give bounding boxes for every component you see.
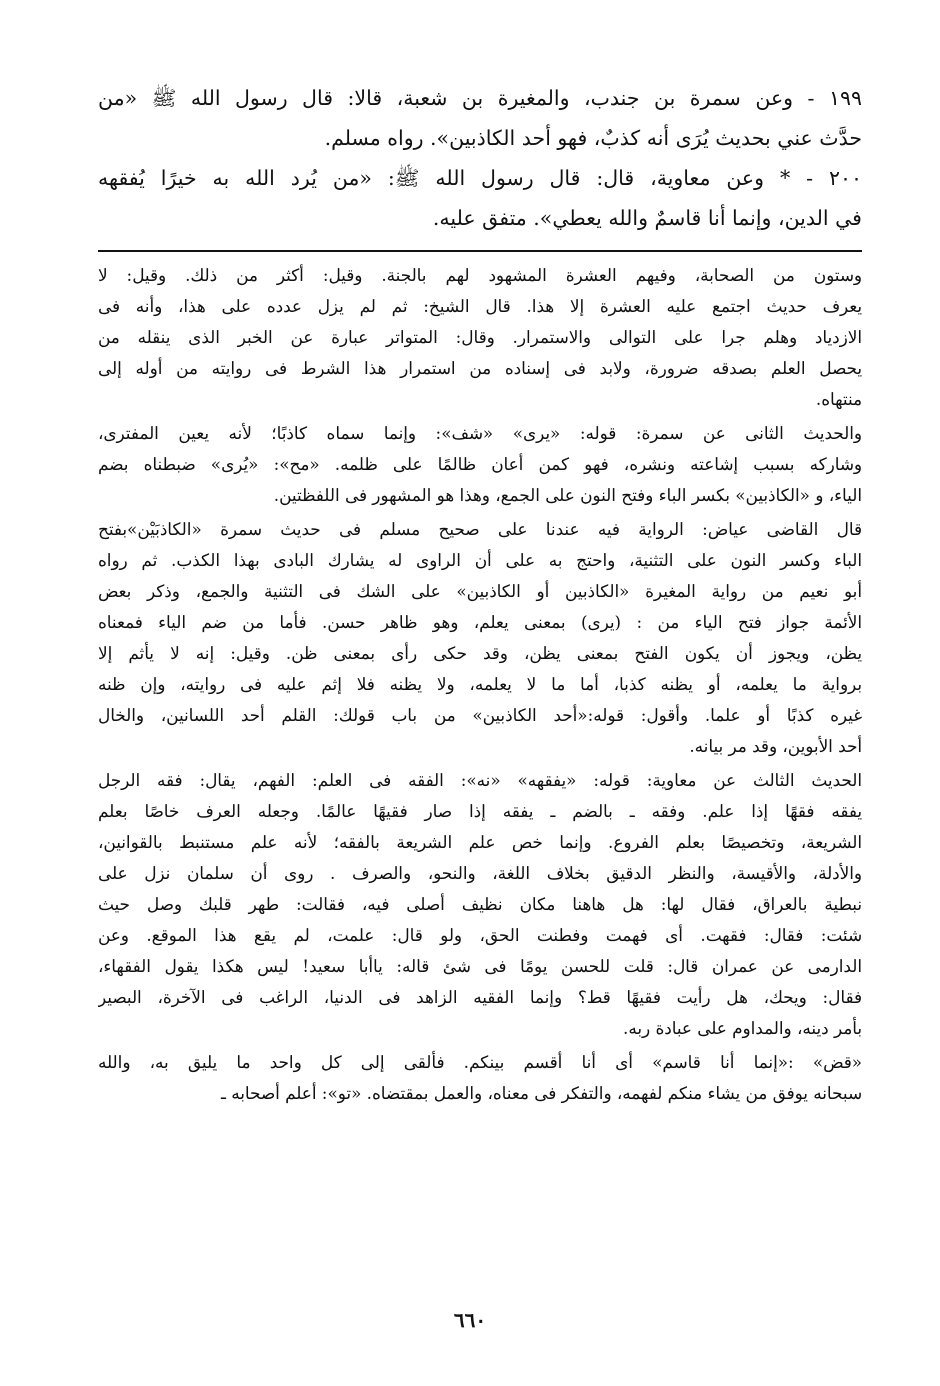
commentary-line: شئت: فقال: فقهت. أى فهمت وفطنت الحق، ولو قال: علمت، لم يقع هذا الموقع. وعن	[98, 925, 862, 945]
hadith-line: في الدين، وإنما أنا قاسمٌ والله يعطي». متفق عليه.	[432, 206, 862, 230]
commentary-paragraph	[98, 260, 862, 415]
commentary-line: «قض» :«إنما أنا قاسم» أى أنا أقسم بينكم. فألقى إلى كل واحد ما يليق به، والله	[98, 1052, 862, 1072]
hadith-line: ٢٠٠ - * وعن معاوية، قال: قال رسول الله ﷺ: «من يُرد الله به خيرًا يُفقهه	[98, 166, 862, 190]
commentary-line: أحد الأبوين، وقد مر بيانه.	[689, 736, 862, 756]
commentary-paragraph	[98, 514, 862, 762]
commentary-line: يظن، ويجوز أن يكون الفتح بمعنى يظن، وقد حكى رأى بمعنى ظن. وقيل: إنه لا يأثم إلا	[98, 643, 862, 663]
commentary-line: نبطية بالعراق، فقال لها: هل هاهنا مكان نظيف أصلى فيه، فقالت: طهر قلبك وصل حيث	[98, 894, 862, 914]
commentary-line: الحديث الثالث عن معاوية: قوله: «يفقهه» «نه»: الفقه فى العلم: الفهم، يقال: فقه الرجل	[98, 770, 862, 790]
commentary-paragraph	[98, 418, 862, 511]
commentary-line: بأمر دينه، والمداوم على عبادة ربه.	[623, 1018, 862, 1038]
commentary-line: الياء، و «الكاذبين» بكسر الباء وفتح النون على الجمع، وهذا هو المشهور فى اللفظتين.	[273, 485, 862, 505]
commentary-line: الشريعة، وتخصيصًا بعلم الفروع. وإنما خص علم الشريعة بالفقه؛ لأنه علم مستنبط بالقوانين،	[98, 832, 862, 852]
hadith-line: حدَّث عني بحديث يُرَى أنه كذبٌ، فهو أحد الكاذبين». رواه مسلم.	[324, 126, 862, 150]
commentary-line: يعرف حديث اجتمع عليه العشرة إلا هذا. قال الشيخ: ثم لم يزل عدده على هذا، وأنه فى	[98, 296, 862, 316]
commentary-line: غيره كذبًا أو علما. وأقول: قوله:«أحد الكاذبين» من باب قولك: القلم أحد اللسانين، والخال	[98, 705, 862, 725]
commentary-line: الازدياد وهلم جرا على التوالى والاستمرار. وقال: المتواتر عبارة عن الخبر الذى ينقله من	[98, 327, 862, 347]
commentary-footnotes	[98, 260, 862, 1109]
commentary-line: برواية ما يعلمه، أو يظنه كذبا، أما ما لا يعلمه، ولا يظنه فلا إثم عليه فى روايته، وإن ظنه	[98, 674, 862, 694]
commentary-line: الباء وكسر النون على التثنية، واحتج به على أن الراوى له يشارك البادى بهذا الكذب. ثم رواه	[98, 550, 862, 570]
footnote-divider	[98, 250, 862, 252]
commentary-line: يفقه فقهًا إذا علم. وفقه ـ بالضم ـ يفقه إذا صار فقيهًا عالمًا. وجعله العرف خاصًا بعلم	[98, 801, 862, 821]
commentary-line: منتهاه.	[815, 389, 862, 409]
commentary-line: أبو نعيم من رواية المغيرة «الكاذبين أو الكاذبين» على الشك فى التثنية والجمع، وذكر بعض	[98, 581, 862, 601]
commentary-paragraph	[98, 765, 862, 1044]
commentary-line: والأدلة، والأقيسة، والنظر الدقيق بخلاف اللغة، والنحو، والصرف . روى أن سلمان نزل على	[98, 863, 862, 883]
commentary-line: سبحانه يوفق من يشاء منكم لفهمه، والتفكر فى معناه، والعمل بمقتضاه. «تو»: أعلم أصحابه ـ	[220, 1083, 862, 1103]
hadith-text	[98, 78, 862, 238]
commentary-line: وشاركه بسبب إشاعته ونشره، فهو كمن أعان ظالمًا على ظلمه. «مح»: «يُرى» ضبطناه بضم	[98, 454, 862, 474]
hadith-line: ١٩٩ - وعن سمرة بن جندب، والمغيرة بن شعبة، قالا: قال رسول الله ﷺ «من	[98, 86, 862, 110]
commentary-line: الدارمى عن عمران قال: قلت للحسن يومًا فى شئ قاله: ياأبا سعيد! ليس هكذا يقول الفقهاء،	[98, 956, 862, 976]
commentary-line: وستون من الصحابة، وفيهم العشرة المشهود لهم بالجنة. وقيل: أكثر من ذلك. وقيل: لا	[98, 265, 862, 285]
commentary-line: والحديث الثانى عن سمرة: قوله: «يرى» «شف»: وإنما سماه كاذبًا؛ لأنه يعين المفترى،	[98, 423, 862, 443]
commentary-line: فقال: ويحك، هل رأيت فقيهًا قط؟ وإنما الفقيه الزاهد فى الدنيا، الراغب فى الآخرة، البصير	[98, 987, 862, 1007]
commentary-line: قال القاضى عياض: الرواية فيه عندنا على صحيح مسلم فى حديث سمرة «الكاذبَيْن»بفتح	[98, 519, 862, 539]
commentary-paragraph	[98, 1047, 862, 1109]
page-number: ٦٦٠	[453, 1308, 487, 1332]
commentary-line: الأئمة جواز فتح الياء من : (يرى) بمعنى يعلم، وهو ظاهر حسن. فأما من ضم الياء فمعناه	[98, 612, 862, 632]
commentary-line: يحصل العلم بصدقه ضرورة، ولابد فى إسناده من استمرار هذا الشرط فى روايته من أوله إلى	[98, 358, 862, 378]
